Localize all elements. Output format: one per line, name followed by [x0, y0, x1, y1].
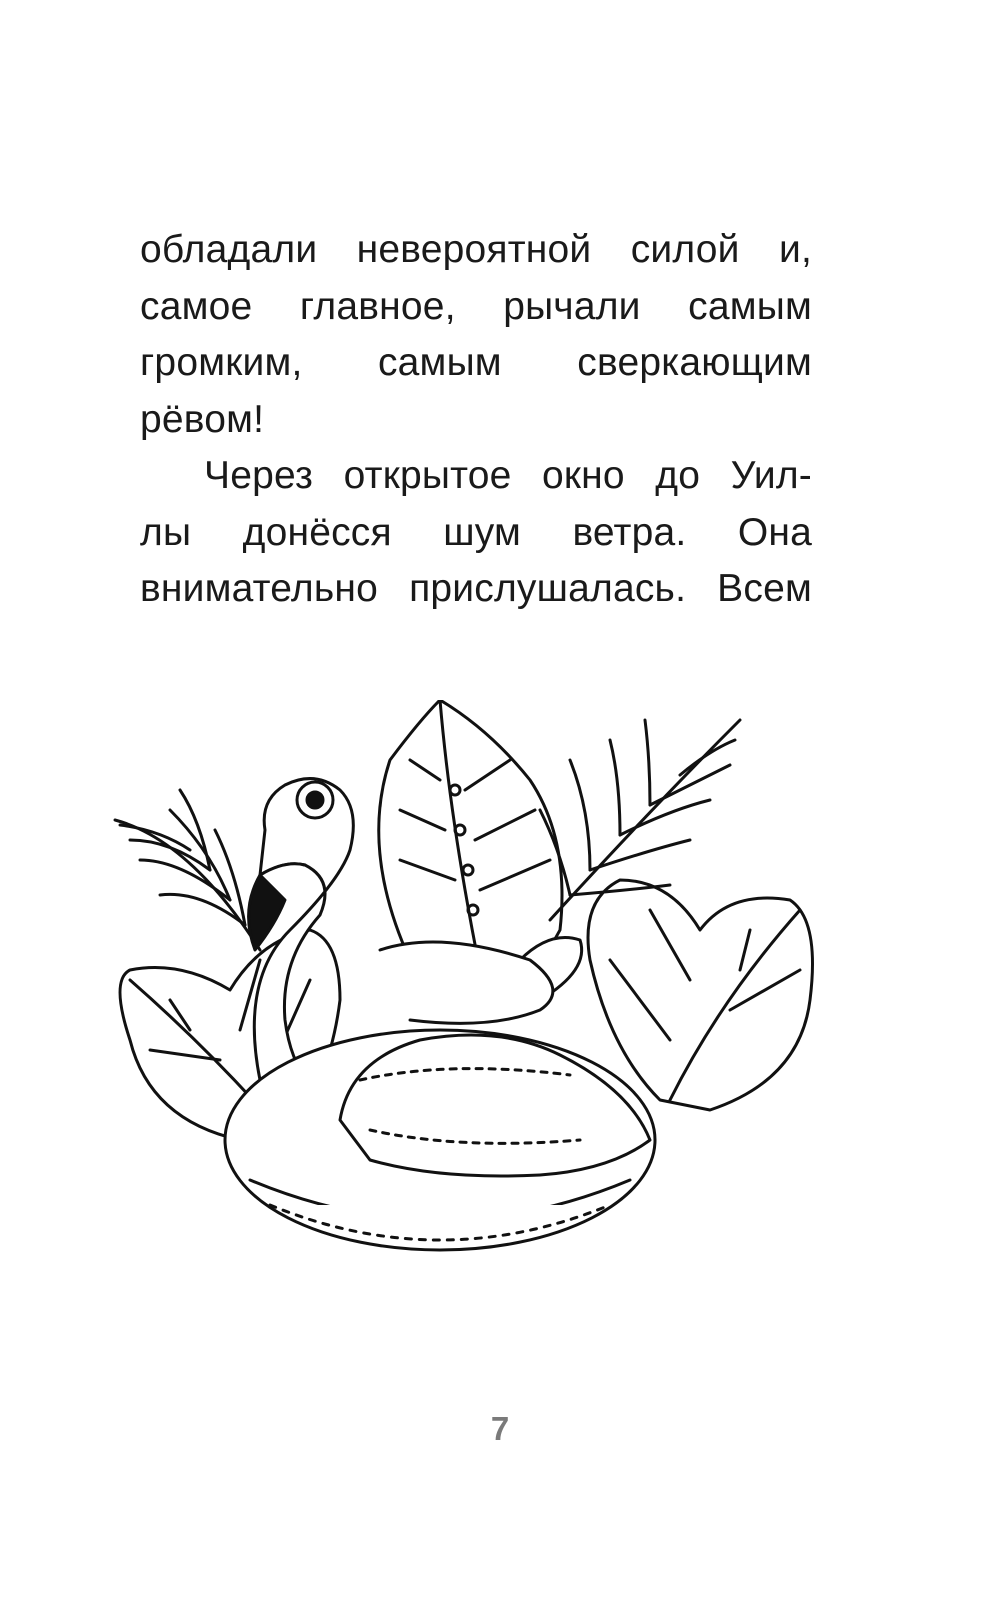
page-number: 7 — [490, 1410, 510, 1447]
word: Всем — [717, 567, 812, 610]
word: обладали — [140, 228, 318, 271]
palm-leaf-right-icon — [540, 720, 740, 920]
palm-leaf-left-icon — [115, 790, 260, 950]
word: главное, — [299, 284, 456, 328]
text-line — [140, 505, 812, 562]
word: до — [655, 454, 701, 497]
word: сверкающим — [577, 341, 812, 384]
body-text — [140, 222, 812, 618]
text-line — [140, 392, 812, 449]
word: открытое — [343, 454, 512, 497]
word: громким, — [140, 341, 303, 384]
word: Она — [737, 510, 812, 554]
word: невероятной — [356, 228, 592, 271]
flamingo-head-icon — [249, 779, 354, 1085]
word: самым — [377, 341, 502, 384]
word: окно — [541, 454, 625, 497]
monstera-leaf-center-icon — [379, 700, 562, 980]
word: донёсся — [242, 510, 392, 554]
word: прислушалась. — [409, 567, 687, 610]
word: и, — [778, 228, 812, 271]
text-line — [140, 561, 812, 618]
monstera-leaf-right-icon — [588, 880, 813, 1110]
word: Уил- — [730, 454, 812, 497]
word: рёвом! — [140, 397, 265, 441]
text-line — [140, 448, 812, 505]
text-line — [140, 335, 812, 392]
text-line — [140, 279, 812, 336]
flamingo-float-icon — [110, 700, 830, 1320]
word: Через — [204, 454, 314, 497]
word: шум — [443, 510, 522, 554]
word: лы — [140, 510, 192, 554]
word: самое — [140, 284, 253, 328]
word: ветра. — [572, 510, 687, 554]
text-line — [140, 222, 812, 279]
word: внимательно — [140, 567, 379, 610]
word: рычали — [503, 284, 641, 328]
word: самым — [688, 284, 812, 328]
inflatable-ring-icon — [225, 938, 655, 1251]
word: силой — [630, 228, 740, 271]
